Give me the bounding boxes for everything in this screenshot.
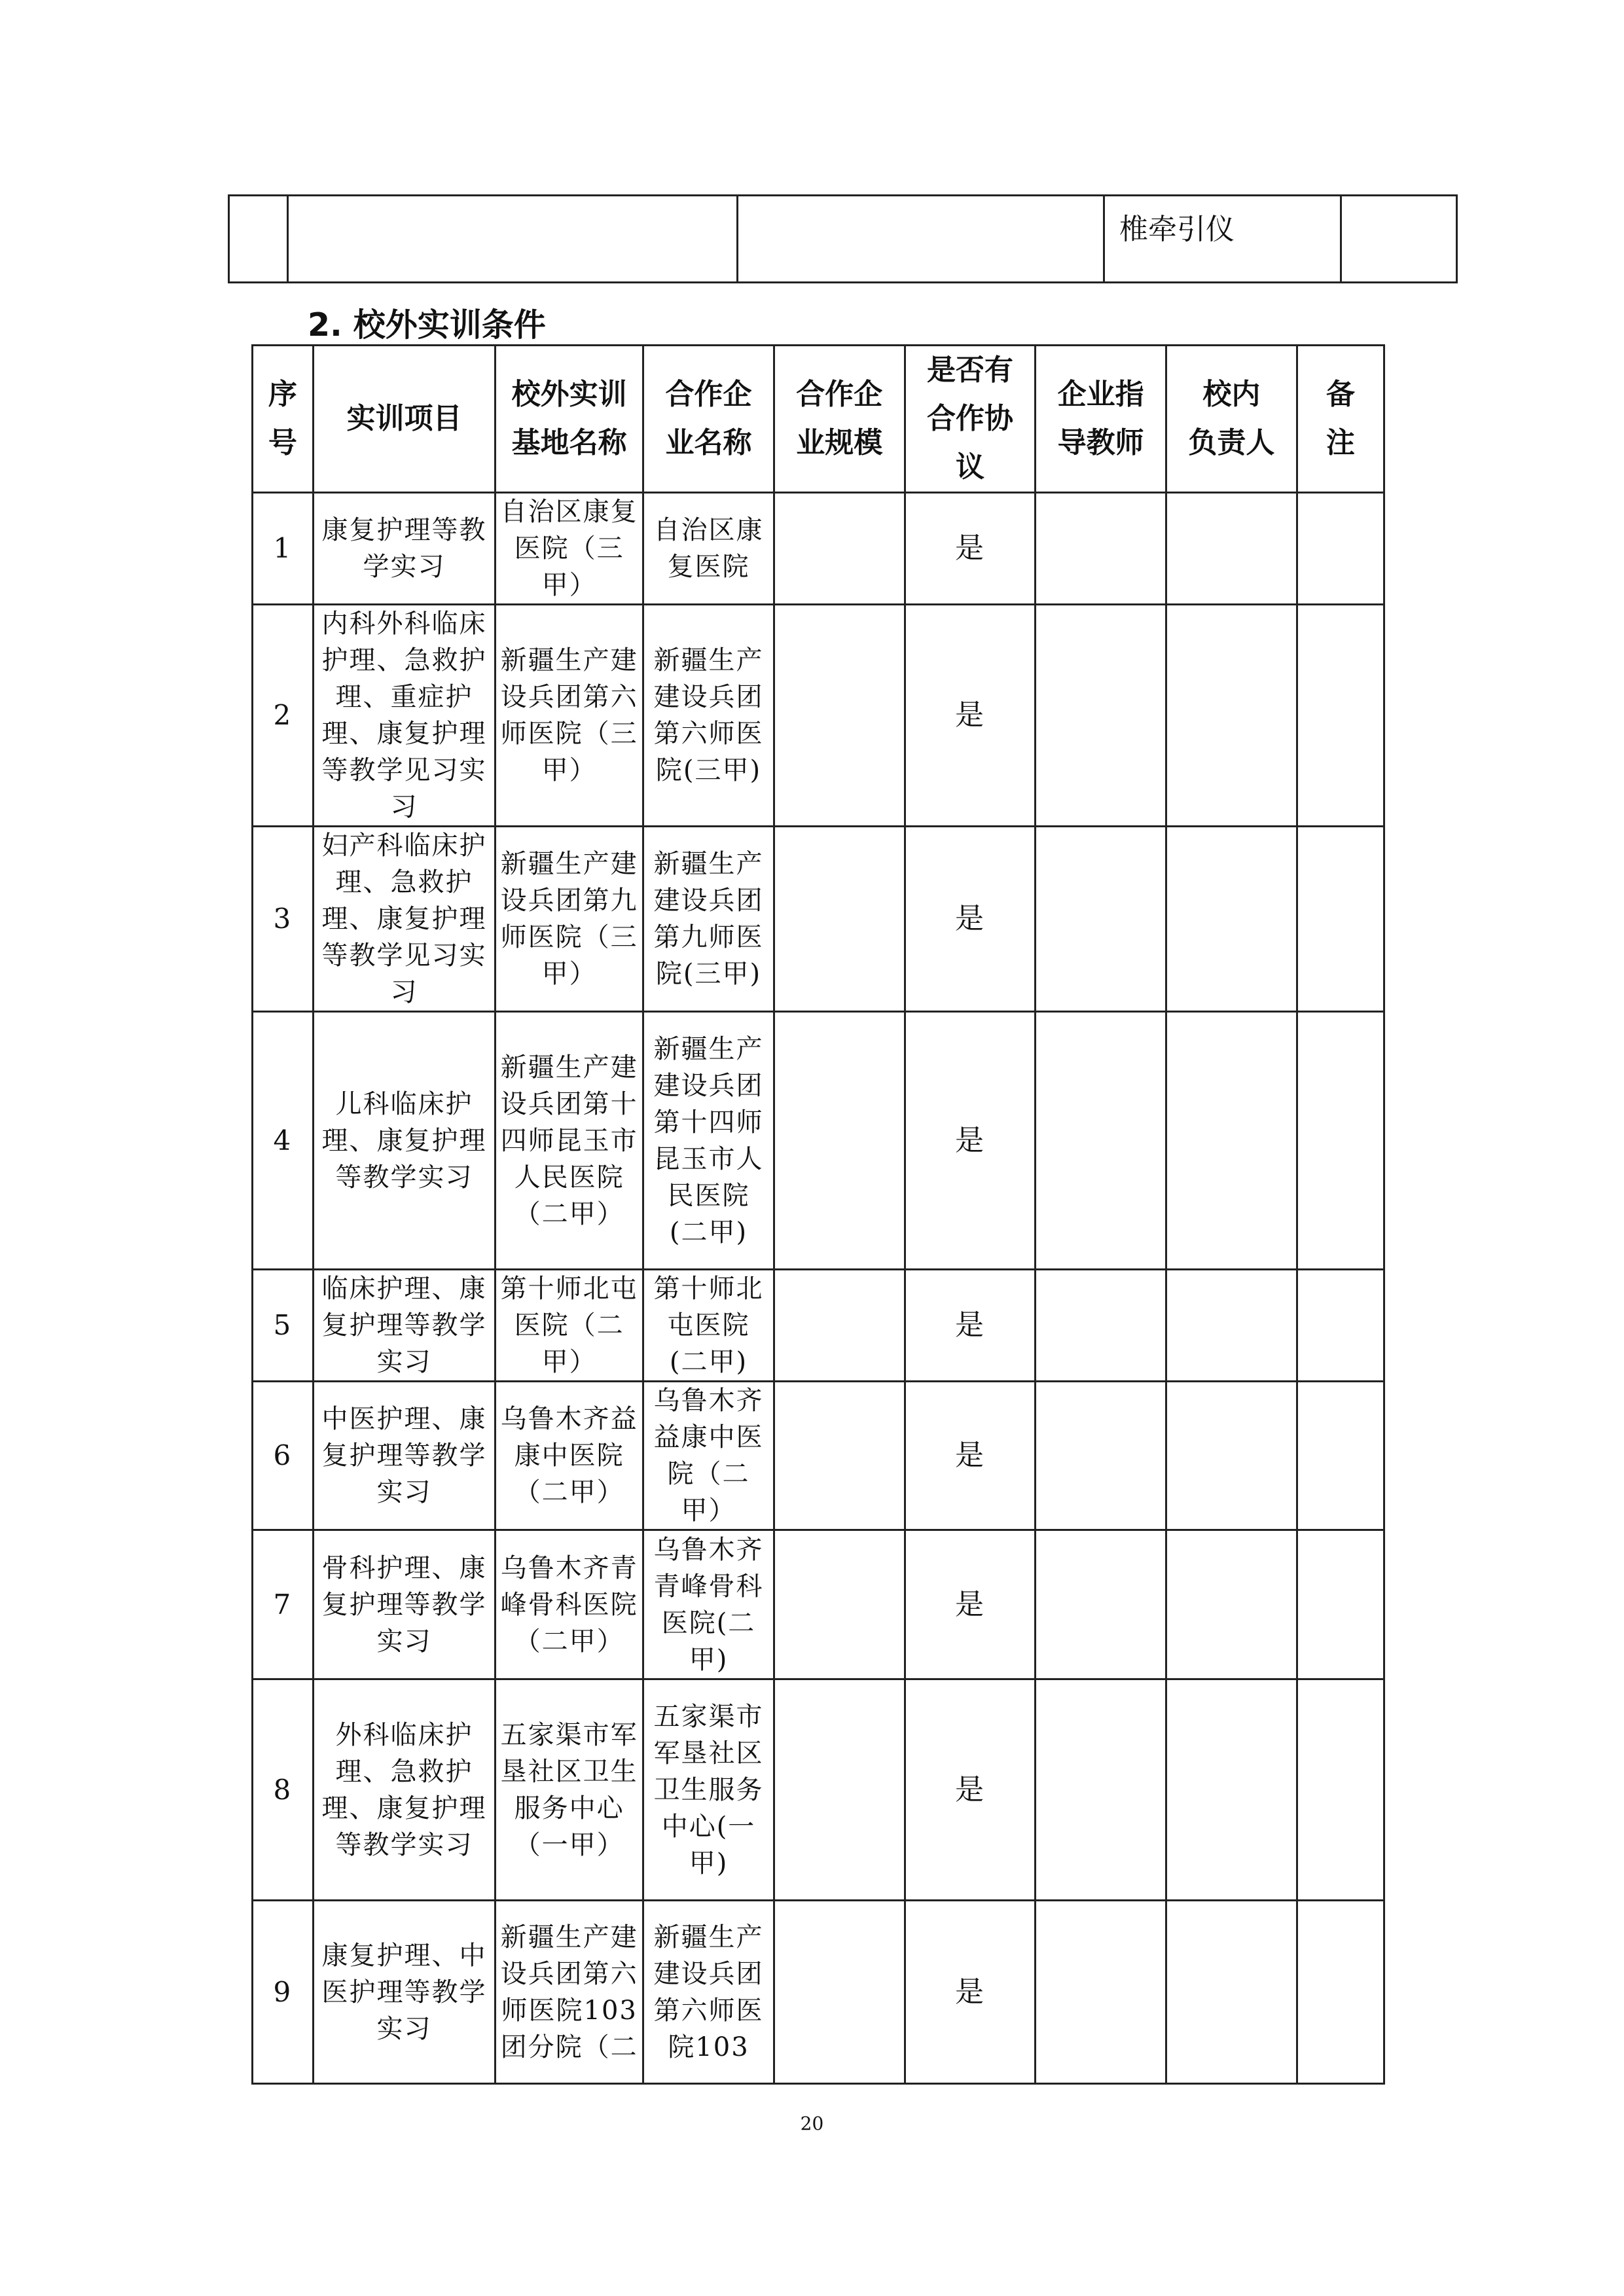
table-row <box>253 1382 1384 1530</box>
table-cell <box>1341 196 1457 283</box>
header-company-scale <box>774 346 905 493</box>
header-line: 导教师 <box>1057 426 1144 459</box>
agreement-cell <box>905 1679 1036 1901</box>
remark-cell <box>1297 1012 1384 1270</box>
project-cell <box>313 1901 495 2084</box>
project-cell-text: 外科临床护理、急救护理、康复护理等教学实习 <box>321 1719 487 1860</box>
company-scale-cell <box>774 605 905 827</box>
project-cell-text: 妇产科临床护理、急救护理、康复护理等教学见习实习 <box>321 831 487 1007</box>
agreement-cell <box>905 1382 1036 1530</box>
seq-cell <box>253 1382 314 1530</box>
agreement-cell-text: 是 <box>954 1123 985 1157</box>
header-line: 合作企 <box>665 378 752 411</box>
header-line: 实训项目 <box>346 402 462 435</box>
base-name-cell-text: 乌鲁木齐益康中医院（二甲） <box>500 1404 638 1507</box>
header-line: 业名称 <box>665 426 752 459</box>
project-cell <box>313 1530 495 1679</box>
header-company-teacher <box>1036 346 1166 493</box>
seq-cell <box>253 605 314 827</box>
header-agreement <box>905 346 1036 493</box>
table-row <box>253 1901 1384 2084</box>
seq-cell <box>253 493 314 605</box>
company-name-cell-text: 新疆生产建设兵团第十四师昆玉市人民医院(二甲) <box>653 1033 764 1247</box>
company-teacher-cell <box>1036 1901 1166 2084</box>
agreement-cell-text: 是 <box>954 1439 985 1472</box>
agreement-cell <box>905 605 1036 827</box>
school-leader-cell <box>1166 493 1297 605</box>
project-cell-text: 骨科护理、康复护理等教学实习 <box>321 1552 487 1657</box>
base-name-cell-text: 新疆生产建设兵团第九师医院（三甲） <box>500 849 638 989</box>
table-row <box>229 196 1457 283</box>
seq-cell-text: 9 <box>273 1975 293 2008</box>
company-teacher-cell <box>1036 1530 1166 1679</box>
agreement-cell-text: 是 <box>954 1308 985 1342</box>
table-row <box>253 493 1384 605</box>
base-name-cell-text: 乌鲁木齐青峰骨科医院（二甲） <box>500 1552 638 1657</box>
section-title: 2. 校外实训条件 <box>308 306 546 344</box>
header-project <box>313 346 495 493</box>
company-teacher-cell <box>1036 1382 1166 1530</box>
header-line: 业规模 <box>796 426 883 459</box>
company-name-cell <box>643 1530 774 1679</box>
company-name-cell-text: 新疆生产建设兵团第九师医院(三甲) <box>653 849 764 989</box>
school-leader-cell <box>1166 1382 1297 1530</box>
company-name-cell-text: 新疆生产建设兵团第六师医院(三甲) <box>653 645 764 785</box>
seq-cell-text: 2 <box>273 699 293 731</box>
company-scale-cell <box>774 1012 905 1270</box>
base-name-cell <box>496 1901 643 2084</box>
remark-cell <box>1297 1270 1384 1382</box>
remark-cell <box>1297 605 1384 827</box>
company-teacher-cell <box>1036 1012 1166 1270</box>
company-scale-cell <box>774 1901 905 2084</box>
seq-cell <box>253 1270 314 1382</box>
header-seq <box>253 346 314 493</box>
company-scale-cell <box>774 1270 905 1382</box>
table-row <box>253 827 1384 1012</box>
project-cell-text: 康复护理、中医护理等教学实习 <box>321 1940 487 2044</box>
header-line: 序 <box>268 378 297 411</box>
header-line: 企业指 <box>1057 378 1144 411</box>
header-line: 合作企 <box>796 378 883 411</box>
project-cell <box>313 1270 495 1382</box>
company-scale-cell <box>774 1530 905 1679</box>
seq-cell-text: 6 <box>273 1439 293 1471</box>
project-cell-text: 临床护理、康复护理等教学实习 <box>321 1274 487 1377</box>
company-name-cell <box>643 605 774 827</box>
company-name-cell <box>643 493 774 605</box>
seq-cell-text: 5 <box>273 1309 293 1341</box>
project-cell-text: 内科外科临床护理、急救护理、重症护理、康复护理等教学见习实习 <box>321 609 487 822</box>
company-scale-cell <box>774 1382 905 1530</box>
base-name-cell <box>496 1382 643 1530</box>
agreement-cell-text: 是 <box>954 1772 985 1806</box>
seq-cell <box>253 1679 314 1901</box>
company-scale-cell <box>774 827 905 1012</box>
header-remark <box>1297 346 1384 493</box>
header-line: 备 <box>1326 378 1355 411</box>
project-cell <box>313 493 495 605</box>
agreement-cell <box>905 1270 1036 1382</box>
seq-cell <box>253 827 314 1012</box>
company-name-cell <box>643 1679 774 1901</box>
base-name-cell <box>496 827 643 1012</box>
table-cell <box>738 196 1104 283</box>
project-cell-text: 儿科临床护理、康复护理等教学实习 <box>321 1088 487 1193</box>
equipment-name-cell: 椎牵引仪 <box>1104 196 1341 283</box>
company-name-cell <box>643 1901 774 2084</box>
project-cell-text: 康复护理等教学实习 <box>321 515 487 582</box>
company-name-cell-text: 乌鲁木齐益康中医院（二甲） <box>653 1386 764 1526</box>
seq-cell-text: 4 <box>273 1124 293 1157</box>
company-name-cell <box>643 1012 774 1270</box>
company-scale-cell <box>774 493 905 605</box>
base-name-cell-text: 新疆生产建设兵团第十四师昆玉市人民医院（二甲） <box>500 1052 638 1229</box>
seq-cell <box>253 1530 314 1679</box>
table-row <box>253 1270 1384 1382</box>
agreement-cell <box>905 827 1036 1012</box>
header-company-name <box>643 346 774 493</box>
header-line: 校外实训 <box>511 378 627 411</box>
school-leader-cell <box>1166 1270 1297 1382</box>
base-name-cell-text: 新疆生产建设兵团第六师医院（三甲） <box>500 645 638 785</box>
agreement-cell <box>905 1530 1036 1679</box>
table-row <box>253 605 1384 827</box>
project-cell <box>313 605 495 827</box>
base-name-cell <box>496 1530 643 1679</box>
remark-cell <box>1297 1382 1384 1530</box>
seq-cell-text: 3 <box>273 903 293 935</box>
remark-cell <box>1297 1679 1384 1901</box>
company-teacher-cell <box>1036 827 1166 1012</box>
project-cell-text: 中医护理、康复护理等教学实习 <box>321 1404 487 1507</box>
company-teacher-cell <box>1036 493 1166 605</box>
seq-cell-text: 8 <box>273 1773 293 1806</box>
base-name-cell <box>496 1270 643 1382</box>
off-campus-training-table <box>251 344 1385 2085</box>
header-line: 合作协 <box>926 402 1013 435</box>
company-scale-cell <box>774 1679 905 1901</box>
base-name-cell-text: 自治区康复医院（三甲） <box>500 497 638 600</box>
base-name-cell <box>496 605 643 827</box>
agreement-cell <box>905 493 1036 605</box>
company-name-cell-text: 新疆生产建设兵团第六师医院103 <box>653 1922 764 2062</box>
header-line: 校内 <box>1202 378 1261 411</box>
table-cell <box>229 196 288 283</box>
agreement-cell <box>905 1901 1036 2084</box>
base-name-cell-text: 五家渠市军垦社区卫生服务中心（一甲） <box>500 1719 638 1860</box>
seq-cell-text: 7 <box>273 1588 293 1621</box>
project-cell <box>313 1012 495 1270</box>
header-line: 是否有 <box>926 353 1013 387</box>
agreement-cell-text: 是 <box>954 902 985 935</box>
school-leader-cell <box>1166 605 1297 827</box>
project-cell <box>313 1679 495 1901</box>
header-line: 注 <box>1326 426 1355 459</box>
school-leader-cell <box>1166 1679 1297 1901</box>
header-line: 基地名称 <box>511 426 627 459</box>
table-row <box>253 1679 1384 1901</box>
school-leader-cell <box>1166 1901 1297 2084</box>
remark-cell <box>1297 827 1384 1012</box>
seq-cell <box>253 1901 314 2084</box>
base-name-cell <box>496 1012 643 1270</box>
header-line: 议 <box>955 450 984 484</box>
company-name-cell <box>643 1382 774 1530</box>
header-line: 号 <box>268 426 297 459</box>
school-leader-cell <box>1166 1530 1297 1679</box>
agreement-cell-text: 是 <box>954 531 985 565</box>
base-name-cell <box>496 1679 643 1901</box>
company-teacher-cell <box>1036 1679 1166 1901</box>
header-row <box>253 346 1384 493</box>
seq-cell <box>253 1012 314 1270</box>
base-name-cell-text: 第十师北屯医院（二甲） <box>500 1274 638 1377</box>
page-number: 20 <box>800 2113 824 2134</box>
company-name-cell-text: 乌鲁木齐青峰骨科医院(二甲) <box>653 1534 764 1675</box>
base-name-cell-text: 新疆生产建设兵团第六师医院103团分院（二 <box>500 1922 638 2062</box>
remark-cell <box>1297 493 1384 605</box>
agreement-cell <box>905 1012 1036 1270</box>
company-teacher-cell <box>1036 1270 1166 1382</box>
table-cell <box>288 196 738 283</box>
company-name-cell-text: 五家渠市军垦社区卫生服务中心(一甲) <box>653 1701 764 1878</box>
continued-table <box>228 194 1458 283</box>
project-cell <box>313 827 495 1012</box>
project-cell <box>313 1382 495 1530</box>
company-name-cell-text: 第十师北屯医院(二甲) <box>653 1274 764 1377</box>
header-line: 负责人 <box>1188 426 1275 459</box>
company-name-cell <box>643 827 774 1012</box>
table-row <box>253 1530 1384 1679</box>
header-school-leader <box>1166 346 1297 493</box>
company-teacher-cell <box>1036 605 1166 827</box>
school-leader-cell <box>1166 827 1297 1012</box>
table-row <box>253 1012 1384 1270</box>
agreement-cell-text: 是 <box>954 1975 985 2009</box>
company-name-cell <box>643 1270 774 1382</box>
remark-cell <box>1297 1530 1384 1679</box>
school-leader-cell <box>1166 1012 1297 1270</box>
agreement-cell-text: 是 <box>954 1587 985 1621</box>
base-name-cell <box>496 493 643 605</box>
agreement-cell-text: 是 <box>954 698 985 732</box>
remark-cell <box>1297 1901 1384 2084</box>
company-name-cell-text: 自治区康复医院 <box>653 515 764 582</box>
header-base-name <box>496 346 643 493</box>
seq-cell-text: 1 <box>273 532 293 564</box>
